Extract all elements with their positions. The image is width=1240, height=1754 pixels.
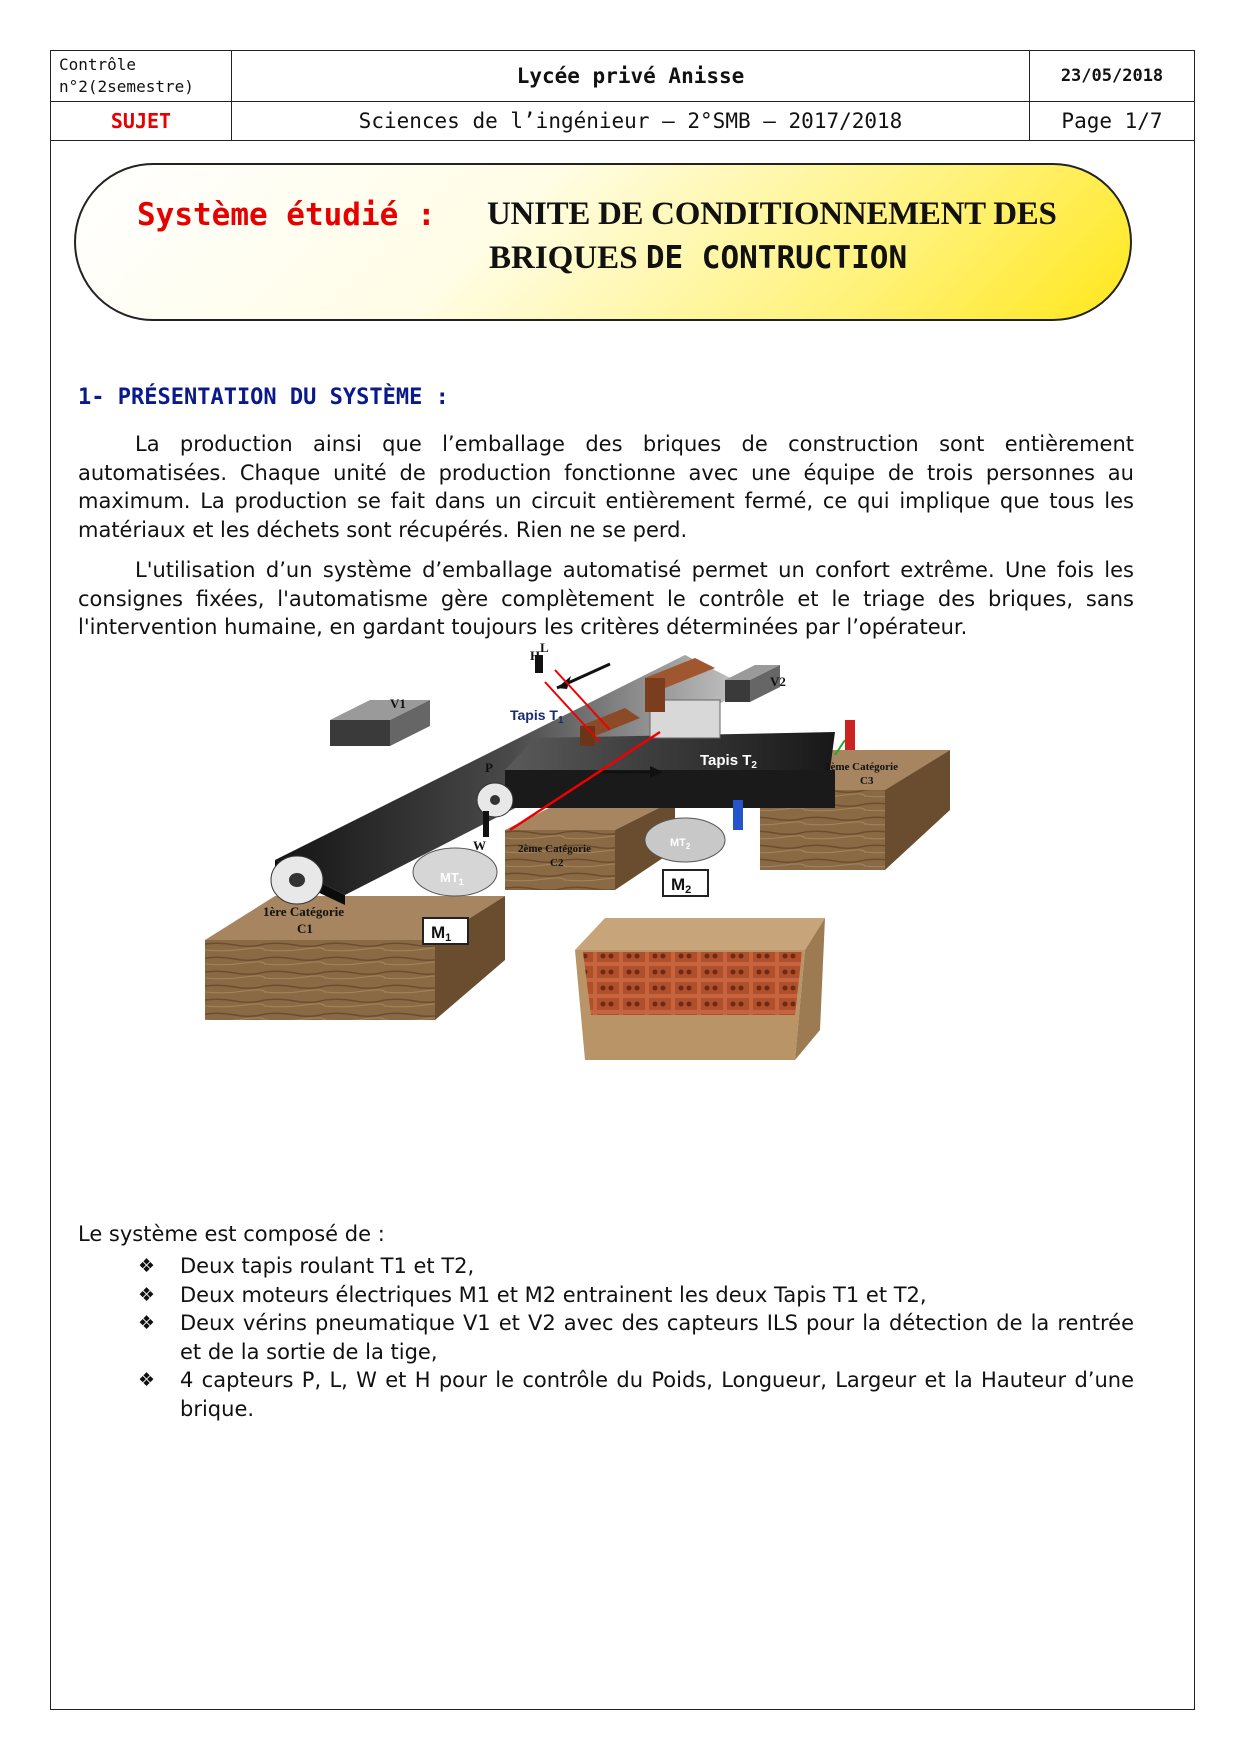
diamond-bullet-icon: ❖ bbox=[138, 1369, 156, 1391]
school-cell: Lycée privé Anisse bbox=[232, 51, 1030, 102]
components-intro: Le système est composé de : bbox=[78, 1222, 385, 1246]
list-item: ❖ Deux vérins pneumatique V1 et V2 avec des capteurs ILS pour la détection de la rentrée et de la sortie de la tige, bbox=[138, 1311, 1134, 1364]
control-cell: Contrôle n°2(2semestre) bbox=[51, 51, 232, 102]
date-cell: 23/05/2018 bbox=[1030, 51, 1195, 102]
label-l: L bbox=[540, 640, 549, 655]
title-label: Système étudié : bbox=[137, 197, 436, 233]
title-line2b: DE CONTRUCTION bbox=[645, 240, 908, 276]
label-c1-title: 1ère Catégorie bbox=[263, 904, 344, 919]
title-line2a: BRIQUES bbox=[489, 240, 638, 276]
motor-label-m1 bbox=[423, 918, 468, 944]
label-h: H bbox=[530, 648, 541, 663]
label-c3: C3 bbox=[860, 775, 874, 787]
label-w: W bbox=[473, 838, 486, 853]
cylinder-v1 bbox=[330, 700, 430, 746]
title-line2 bbox=[489, 240, 907, 277]
label-tapis-t2: Tapis $T_2$ bbox=[700, 752, 757, 771]
title-line1: UNITE DE CONDITIONNEMENT DES bbox=[487, 196, 1057, 232]
header-table bbox=[50, 50, 1195, 141]
label-c2: C2 bbox=[550, 857, 564, 869]
course-cell: Sciences de l’ingénieur – 2°SMB – 2017/2018 bbox=[232, 102, 1030, 141]
label-tapis-t1: Tapis $T_1$ bbox=[510, 707, 564, 726]
diamond-bullet-icon: ❖ bbox=[138, 1255, 156, 1277]
brick-box bbox=[575, 918, 825, 1060]
list-item: ❖ 4 capteurs P, L, W et H pour le contrôle du Poids, Longueur, Largeur et la Hauteur d’une brique. bbox=[138, 1368, 1134, 1421]
section-heading: 1- PRÉSENTATION DU SYSTÈME : bbox=[78, 385, 449, 410]
label-v1: V1 bbox=[390, 696, 406, 711]
label-v2: V2 bbox=[770, 674, 786, 689]
svg-text:M2: M2 bbox=[671, 875, 692, 896]
paragraph-2: L'utilisation d’un système d’emballage automatisé permet un confort extrême. Une fois les consignes fixées, l'automatisme gère complètement le contrôle et le triage des briques, sans l'intervention humaine, en gardant toujours les critères déterminées par l’opérateur. bbox=[78, 558, 1134, 639]
label-c3-title: 3ème Catégorie bbox=[825, 761, 898, 773]
diamond-bullet-icon: ❖ bbox=[138, 1312, 156, 1334]
label-p: P bbox=[485, 760, 493, 775]
label-mt2: $MT_2$ bbox=[670, 837, 691, 851]
list-item: ❖ Deux moteurs électriques M1 et M2 entrainent les deux Tapis T1 et T2, bbox=[78, 1281, 1134, 1310]
page-number: Page 1/7 bbox=[1030, 102, 1195, 141]
subject-tag: SUJET bbox=[51, 102, 232, 141]
svg-text:M1: M1 bbox=[431, 923, 452, 944]
diamond-bullet-icon: ❖ bbox=[138, 1283, 156, 1306]
label-mt1: $MT_1$ bbox=[440, 870, 464, 887]
components-list bbox=[78, 1252, 1134, 1423]
label-c2-title: 2ème Catégorie bbox=[518, 843, 591, 855]
motor-label-m2 bbox=[663, 870, 708, 896]
list-item: ❖ Deux tapis roulant T1 et T2, bbox=[78, 1252, 1134, 1281]
bin-c1 bbox=[205, 896, 505, 1020]
label-c1: C1 bbox=[297, 921, 313, 936]
paragraph-1: La production ainsi que l’emballage des briques de construction sont entièrement automatisées. Chaque unité de production fonctionne avec une équipe de trois personnes au maximum. La production se fait dans un circuit entièrement fermé, ce qui implique que tous les matériaux et les déchets sont récupérés. Rien ne se perd. bbox=[78, 432, 1134, 542]
system-diagram bbox=[205, 640, 1065, 1200]
